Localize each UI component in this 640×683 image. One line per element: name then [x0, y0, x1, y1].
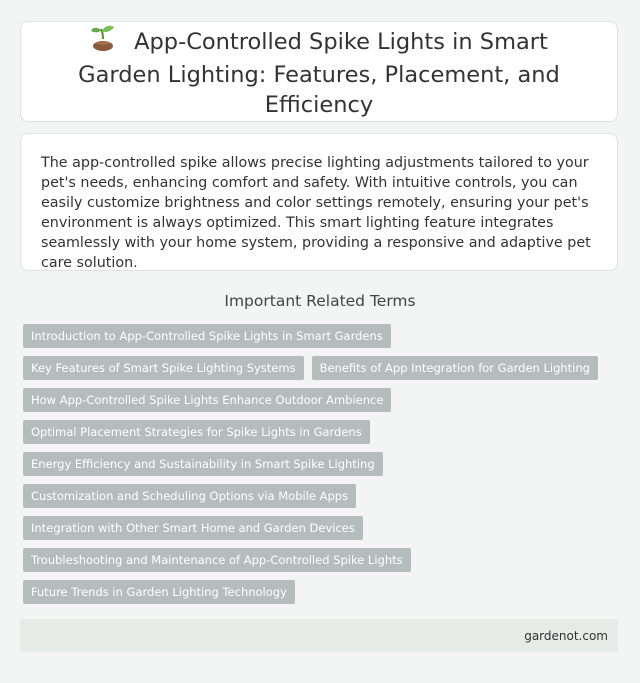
related-term-tag[interactable]: How App-Controlled Spike Lights Enhance Outdoor Ambience — [23, 388, 391, 412]
related-term-tag[interactable]: Key Features of Smart Spike Lighting Systems — [23, 356, 304, 380]
related-term-tag[interactable]: Troubleshooting and Maintenance of App-Controlled Spike Lights — [23, 548, 411, 572]
description-card — [20, 133, 618, 271]
related-term-tag[interactable]: Introduction to App-Controlled Spike Lights in Smart Gardens — [23, 324, 391, 348]
footer — [20, 619, 618, 652]
title-card — [20, 21, 618, 122]
tag-row — [23, 388, 583, 412]
tag-row — [23, 516, 583, 540]
related-term-tag[interactable]: Optimal Placement Strategies for Spike Lights in Gardens — [23, 420, 370, 444]
related-terms-list — [23, 324, 590, 612]
tag-row — [23, 356, 590, 380]
tag-row — [23, 548, 583, 572]
tag-row — [23, 452, 583, 476]
related-term-tag[interactable]: Integration with Other Smart Home and Garden Devices — [23, 516, 363, 540]
tag-row — [23, 580, 583, 604]
page-title-text: App-Controlled Spike Lights in Smart Garden Lighting: Features, Placement, and Efficiency — [78, 28, 560, 118]
footer-site[interactable]: gardenot.com — [524, 628, 608, 643]
tag-row — [23, 484, 583, 508]
tag-row — [23, 420, 583, 444]
related-term-tag[interactable]: Energy Efficiency and Sustainability in Smart Spike Lighting — [23, 452, 383, 476]
related-term-tag[interactable]: Future Trends in Garden Lighting Technology — [23, 580, 295, 604]
tag-row — [23, 324, 583, 348]
description-text: The app-controlled spike allows precise lighting adjustments tailored to your pet's needs, enhancing comfort and safety. With intuitive controls, you can easily customize brightness and color settings remotely, ensuring your pet's environment is always optimized. This smart lighting feature integrates seamlessly with your home system, providing a responsive and adaptive pet care solution. — [41, 155, 591, 271]
page-title — [61, 24, 577, 120]
related-terms-heading: Important Related Terms — [224, 292, 416, 310]
related-term-tag[interactable]: Benefits of App Integration for Garden Lighting — [312, 356, 598, 380]
sprout-icon — [90, 24, 116, 60]
related-term-tag[interactable]: Customization and Scheduling Options via Mobile Apps — [23, 484, 356, 508]
